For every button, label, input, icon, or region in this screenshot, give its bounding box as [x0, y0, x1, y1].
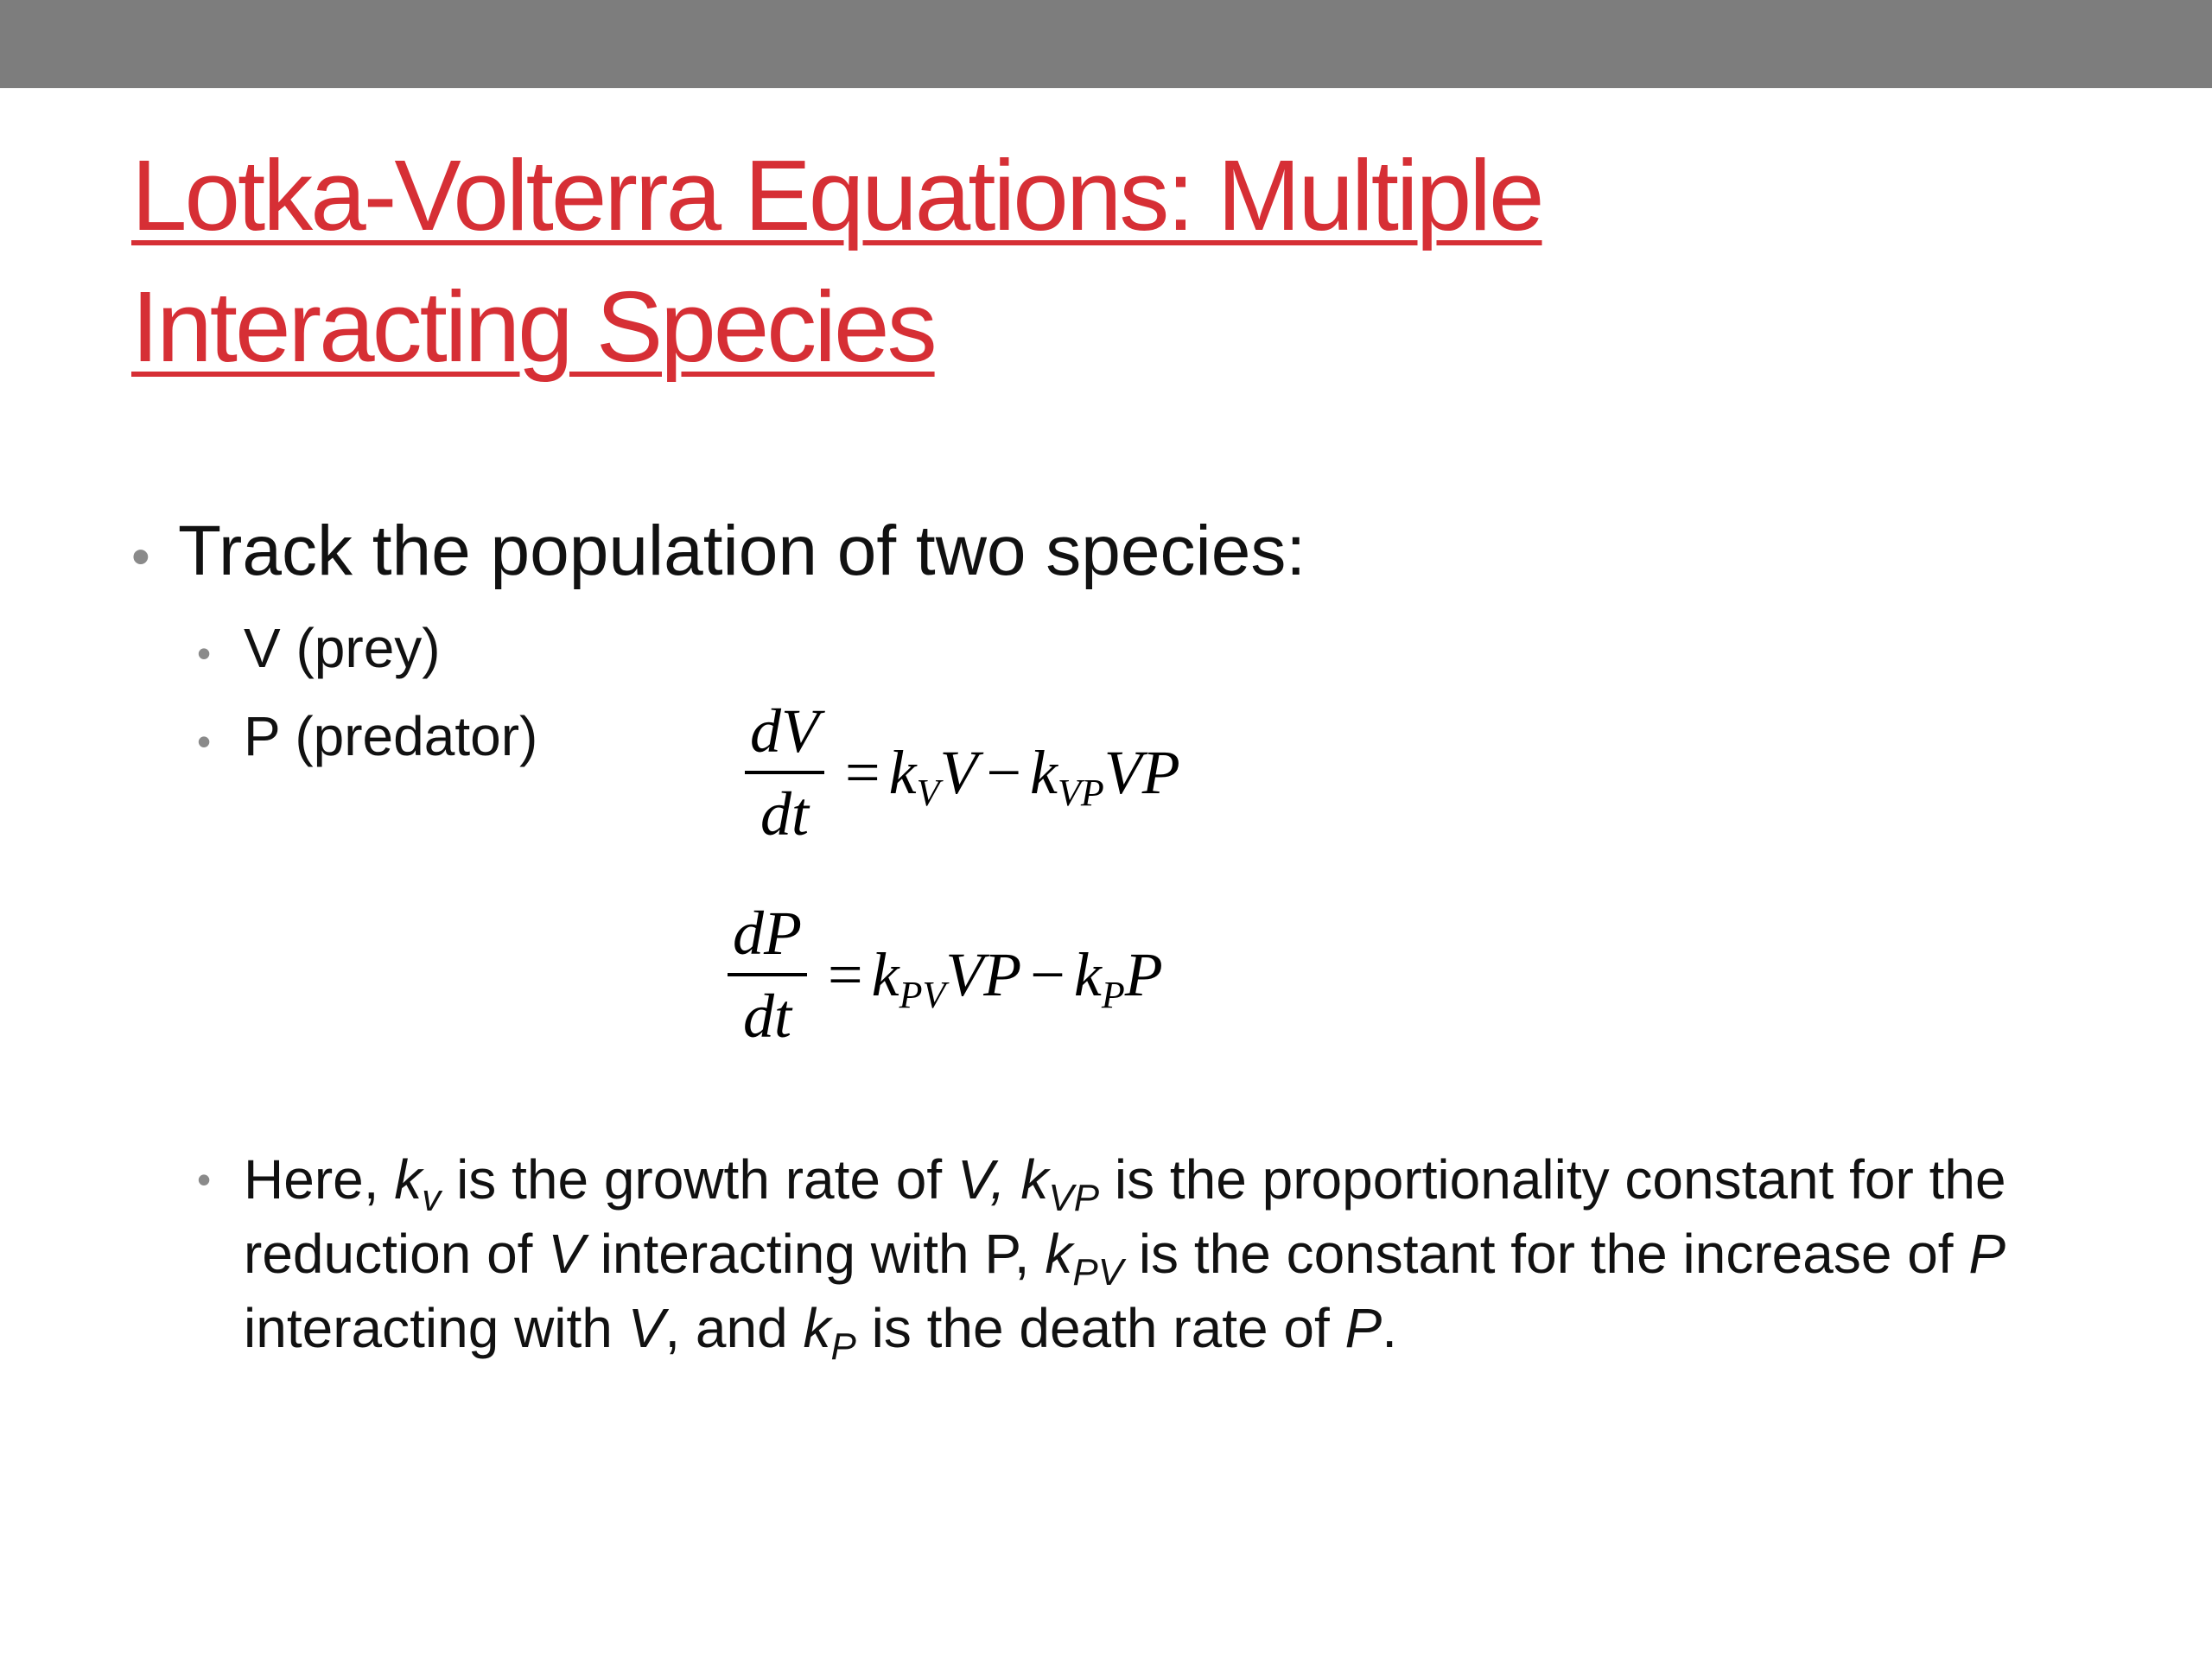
bullet-marker: •	[131, 527, 150, 587]
subscript: V	[916, 771, 940, 814]
equation-right-side	[819, 939, 1163, 1016]
derivative-fraction	[745, 691, 824, 854]
explanation-bullet	[197, 1142, 2133, 1368]
rate-constant: k	[1030, 737, 1058, 807]
explanation-text	[244, 1142, 2133, 1368]
symbol: V	[627, 1297, 665, 1359]
equation-predator	[728, 893, 1163, 1056]
equation-prey	[745, 691, 1180, 854]
symbol: k	[803, 1297, 831, 1359]
rate-constant: k	[1073, 939, 1102, 1009]
slide-title	[131, 130, 2075, 392]
text-fragment: is the constant for the increase of	[1123, 1223, 1969, 1285]
text-fragment: is the growth rate of	[441, 1148, 957, 1211]
text-fragment: is the death rate of	[855, 1297, 1345, 1359]
fraction-numerator: dV	[750, 696, 819, 766]
subscript: VP	[1048, 1177, 1100, 1219]
rate-constant: k	[871, 939, 899, 1009]
equals-sign: =	[827, 939, 863, 1009]
text-fragment: is the proportionality constant for the reduction of	[244, 1148, 2006, 1285]
minus-sign: −	[986, 737, 1022, 807]
rate-constant: k	[888, 737, 917, 807]
subscript: P	[830, 1325, 856, 1368]
symbol: k	[394, 1148, 423, 1211]
symbol: V,	[957, 1148, 1006, 1211]
bullet-marker: •	[197, 631, 212, 676]
fraction-numerator: dP	[733, 899, 802, 968]
title-line-1: Lotka-Volterra Equations: Multiple	[131, 139, 1542, 251]
text-fragment	[1006, 1148, 1021, 1211]
sub-bullet-text: P (predator)	[244, 705, 538, 767]
bullet-text: Track the population of two species:	[178, 512, 1306, 590]
bullet-marker: •	[197, 719, 212, 764]
variable: P	[1124, 939, 1163, 1009]
symbol: P	[1968, 1223, 2006, 1285]
sub-bullet-prey	[197, 613, 441, 688]
bullet-marker: •	[197, 1157, 212, 1202]
text-fragment: .	[1382, 1297, 1397, 1359]
sub-bullet-text: V (prey)	[244, 617, 441, 679]
equals-sign: =	[844, 737, 880, 807]
fraction-denominator: dt	[760, 779, 809, 849]
subscript: VP	[1058, 771, 1104, 814]
variable: VP	[1103, 737, 1180, 807]
symbol: k	[1045, 1223, 1073, 1285]
text-fragment: Here,	[244, 1148, 395, 1211]
variable: V	[939, 737, 978, 807]
symbol: k	[1020, 1148, 1049, 1211]
subscript: PV	[899, 973, 946, 1016]
text-fragment: , and	[664, 1297, 804, 1359]
fraction-denominator: dt	[742, 982, 791, 1051]
sub-bullet-predator	[197, 702, 537, 776]
text-fragment: interacting with	[244, 1297, 628, 1359]
derivative-fraction	[728, 893, 807, 1056]
text-fragment: interacting with P,	[584, 1223, 1046, 1285]
minus-sign: −	[1030, 939, 1065, 1009]
top-banner	[0, 0, 2212, 88]
bullet-track-population	[131, 508, 1306, 601]
symbol: V	[548, 1223, 585, 1285]
symbol: P	[1344, 1297, 1382, 1359]
subscript: v	[422, 1177, 442, 1219]
equation-right-side	[836, 737, 1180, 814]
variable: VP	[945, 939, 1022, 1009]
title-line-2: Interacting Species	[131, 270, 935, 383]
subscript: P	[1101, 973, 1125, 1016]
subscript: PV	[1072, 1251, 1124, 1294]
